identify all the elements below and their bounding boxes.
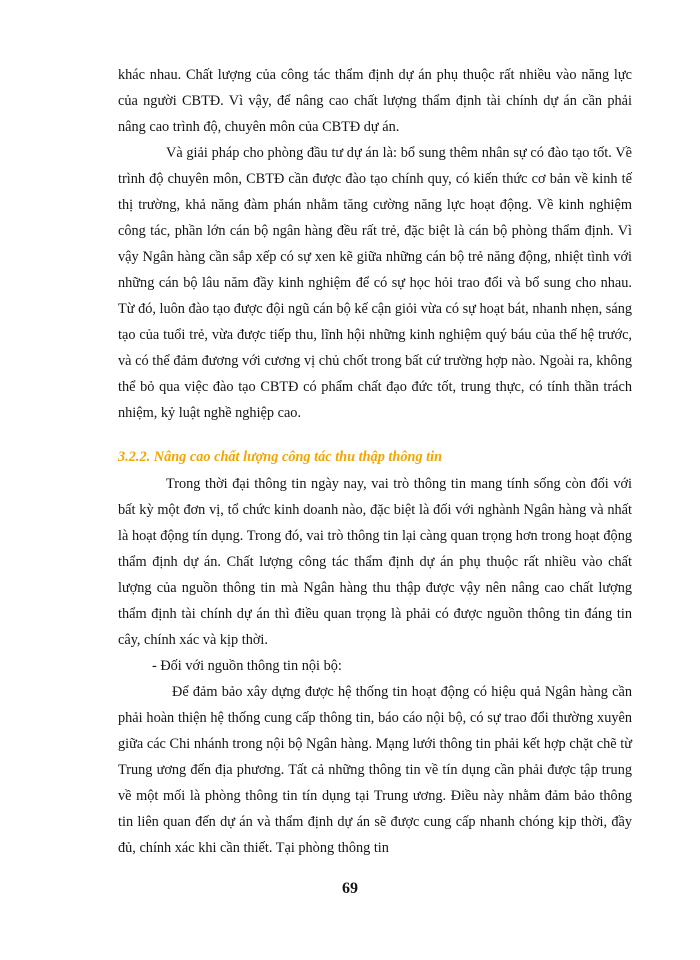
paragraph-text: khác nhau. Chất lượng của công tác thẩm định dự án phụ thuộc rất nhiều vào năng lực của người CBTĐ. Vì vậy, để nâng cao chất lượng thẩm định tài chính dự án cần phải nâng cao trình độ, chuyên môn của CBTĐ dự án. (118, 67, 632, 135)
paragraph-text: - Đối với nguồn thông tin nội bộ: (152, 658, 342, 674)
paragraph-continuation (118, 62, 632, 140)
paragraph-text: Trong thời đại thông tin ngày nay, vai trò thông tin mang tính sống còn đối với bất kỳ một đơn vị, tổ chức kinh doanh nào, đặc biệt là đối với nghành Ngân hàng và nhất là hoạt động tín dụng. Trong đó, vai trò thông tin lại càng quan trọng hơn trong hoạt động thẩm định dự án. Chất lượng công tác thẩm định dự án phụ thuộc rất nhiều vào chất lượng của nguồn thông tin mà Ngân hàng thu thập được vậy nên nâng cao chất lượng thẩm định tài chính dự án thì điều quan trọng là phải có được nguồn thông tin đáng tin cây, chính xác và kịp thời. (118, 476, 632, 648)
paragraph-text: Và giải pháp cho phòng đầu tư dự án là: bổ sung thêm nhân sự có đào tạo tốt. Về trình độ chuyên môn, CBTĐ cần được đào tạo chính quy, có kiến thức cơ bản về kinh tế thị trường, khả năng đàm phán nhằm tăng cường năng lực hoạt động. Về kinh nghiệm công tác, phần lớn cán bộ ngân hàng đều rất trẻ, đặc biệt là cán bộ phòng thẩm định. Vì vậy Ngân hàng cần sắp xếp có sự xen kẽ giữa những cán bộ trẻ năng động, nhiệt tình với những cán bộ lâu năm đầy kinh nghiệm để có sự học hỏi trao đổi và bổ sung cho nhau. Từ đó, luôn đào tạo được đội ngũ cán bộ kế cận giỏi vừa có sự hoạt bát, nhanh nhẹn, sáng tạo của tuổi trẻ, vừa được tiếp thu, lĩnh hội những kinh nghiệm quý báu của thế hệ trước, và có thể đảm đương với cương vị chủ chốt trong bất cứ trường hợp nào. Ngoài ra, không thể bỏ qua việc đào tạo CBTĐ có phẩm chất đạo đức tốt, trung thực, có tính thần trách nhiệm, kỷ luật nghề nghiệp cao. (118, 145, 632, 421)
paragraph-information-role (118, 471, 632, 653)
list-item-internal-sources (118, 653, 632, 679)
paragraph-staff-training (118, 140, 632, 426)
paragraph-text: Để đảm bảo xây dựng được hệ thống tin hoạt động có hiệu quả Ngân hàng cần phải hoàn thiện hệ thống cung cấp thông tin, báo cáo nội bộ, có sự trao đổi thường xuyên giữa các Chi nhánh trong nội bộ Ngân hàng. Mạng lưới thông tin phải kết hợp chặt chẽ từ Trung ương đến địa phương. Tất cả những thông tin về tín dụng cần phải được tập trung về một mối là phòng thông tin tín dụng tại Trung ương. Điều này nhằm đảm bảo thông tin liên quan đến dự án và thẩm định dự án sẽ được cung cấp nhanh chóng kịp thời, đầy đủ, chính xác khi cần thiết. Tại phòng thông tin (118, 684, 632, 856)
paragraph-internal-system (118, 679, 632, 861)
page-number: 69 (342, 880, 358, 897)
section-heading: 3.2.2. Nâng cao chất lượng công tác thu thập thông tin (118, 449, 443, 465)
